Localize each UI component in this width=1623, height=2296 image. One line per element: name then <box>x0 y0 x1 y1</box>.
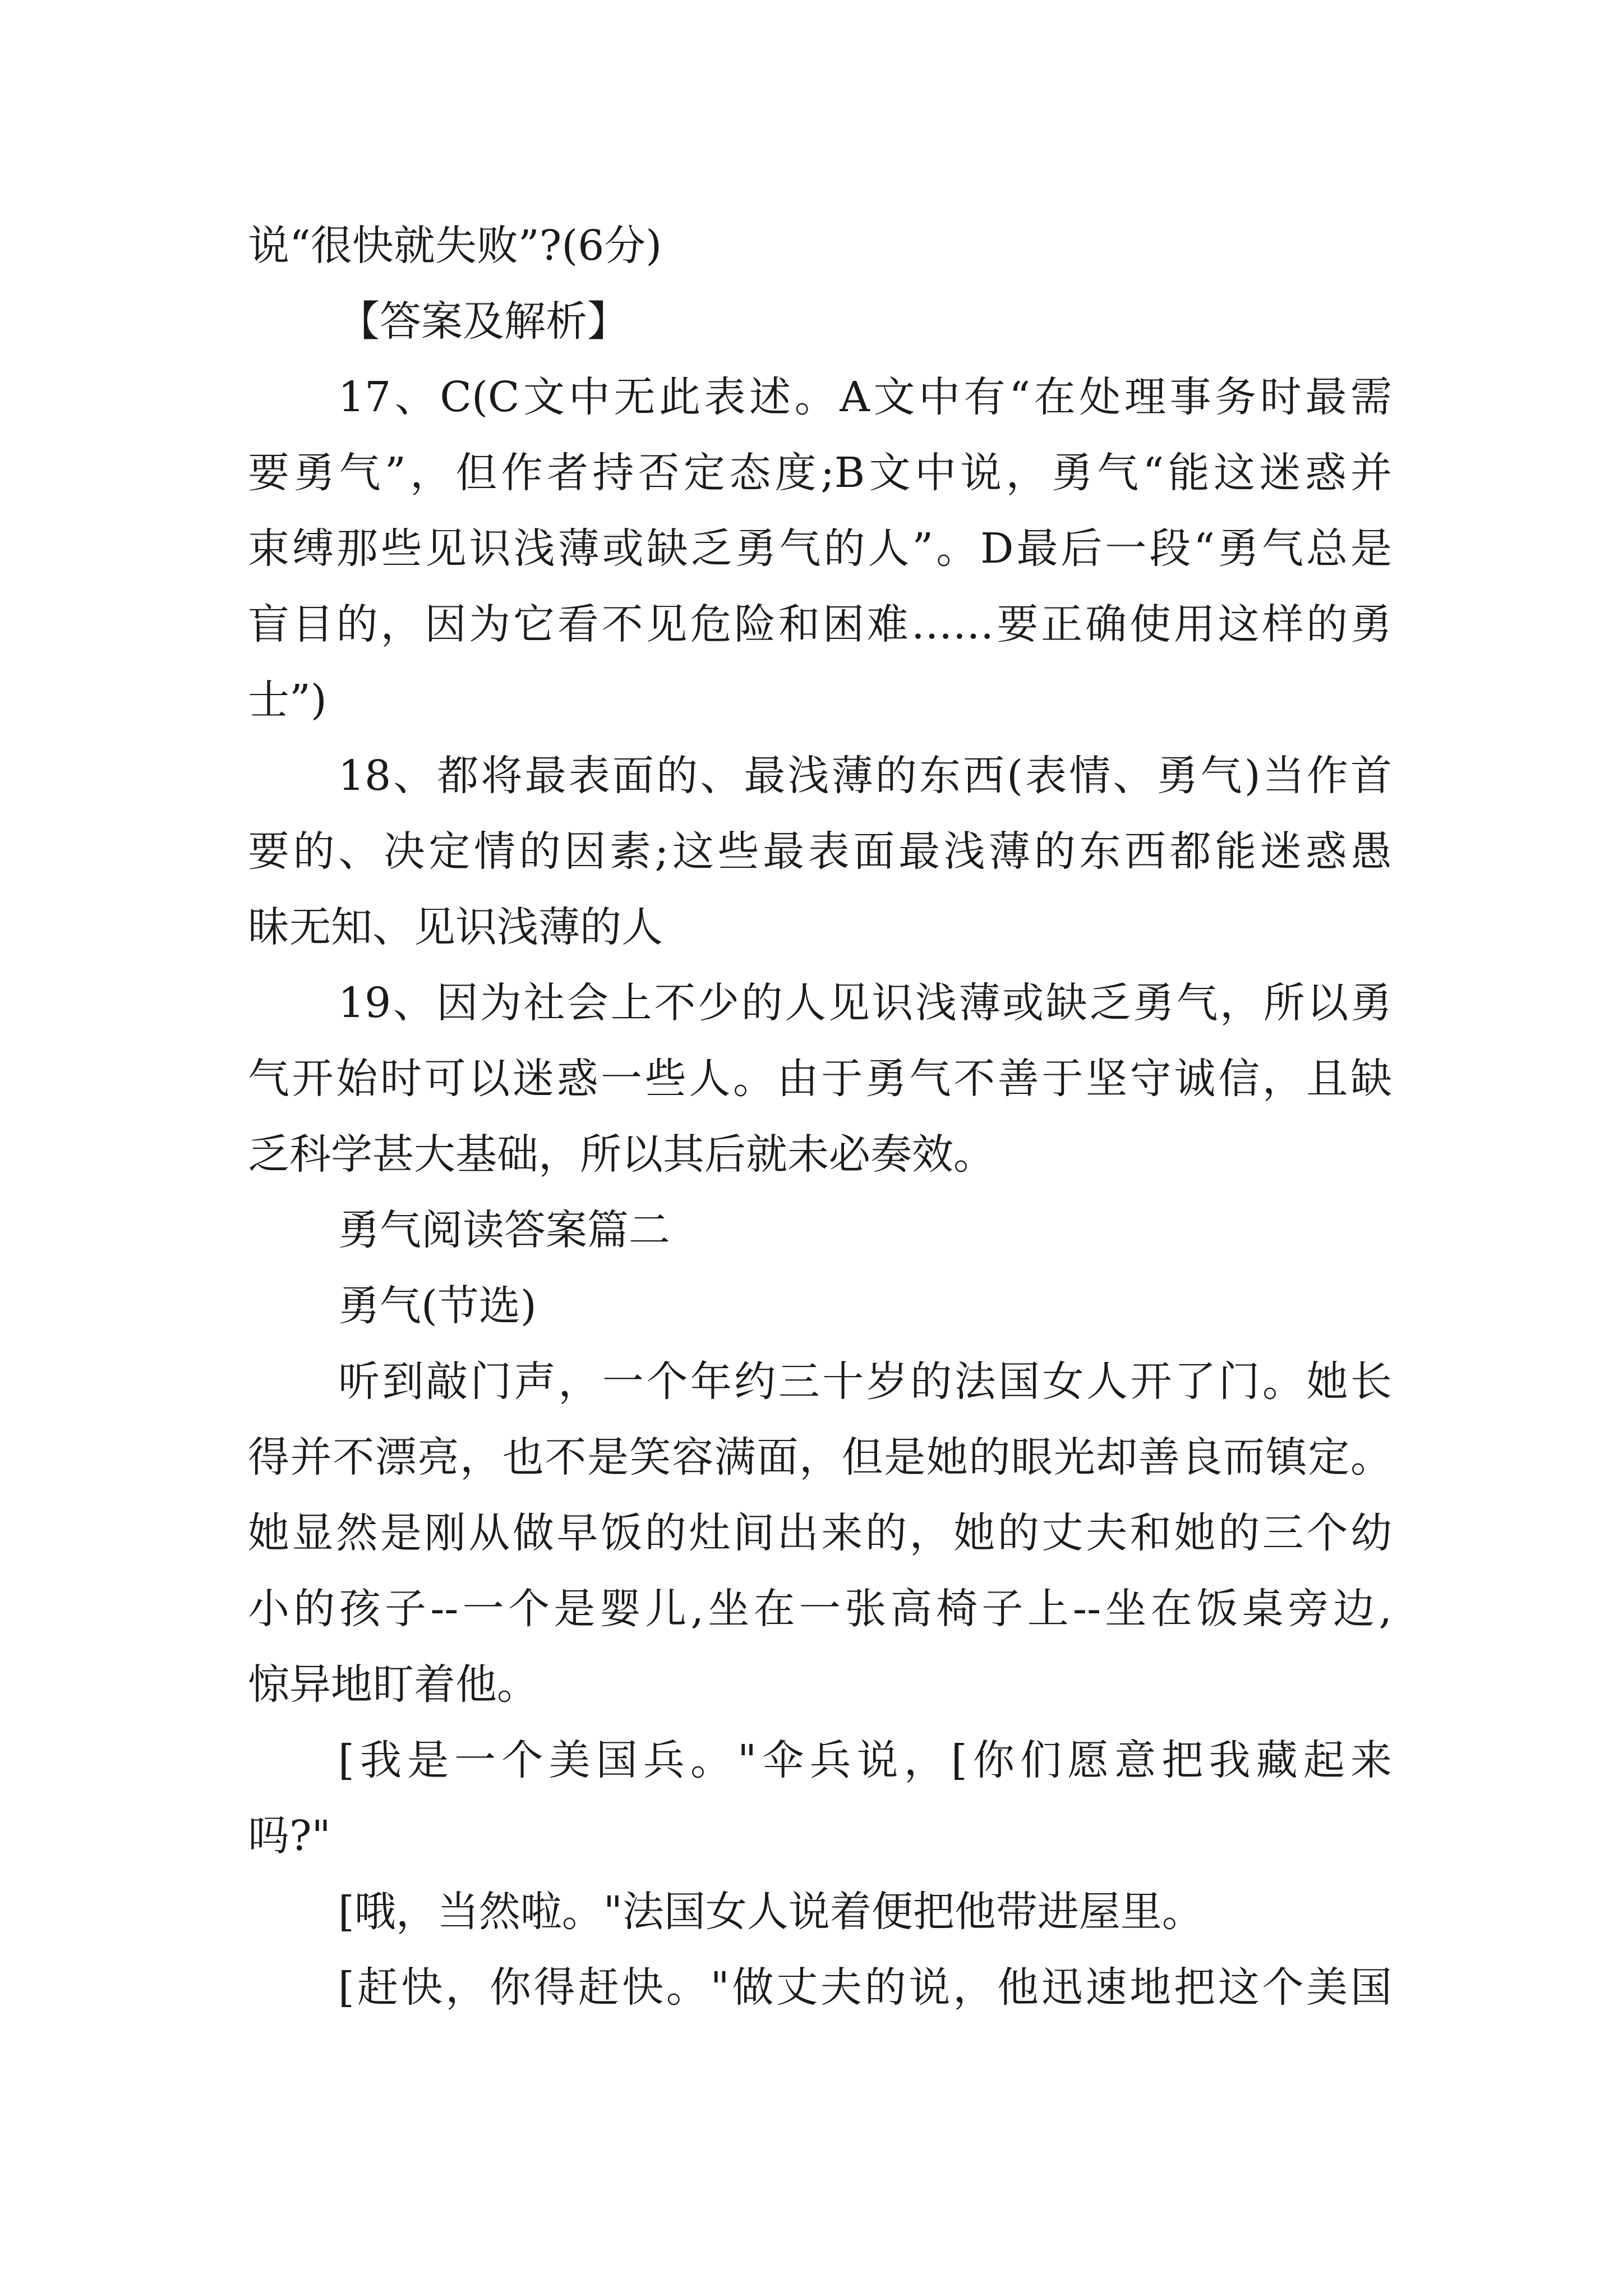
story-para-1-line-4: 小的孩子--一个是婴儿,坐在一张高椅子上--坐在饭桌旁边, <box>248 1585 1392 1633</box>
answer-17-line-3: 束缚那些见识浅薄或缺乏勇气的人”。D最后一段“勇气总是 <box>248 524 1392 573</box>
answer-19-line-2: 气开始时可以迷惑一些人。由于勇气不善于坚守诚信，且缺 <box>248 1055 1392 1103</box>
answer-17-line-4: 盲目的，因为它看不见危险和困难……要正确使用这样的勇 <box>248 600 1392 648</box>
answer-17-line-5: 士”) <box>248 676 327 724</box>
story-para-1-line-3: 她显然是刚从做早饭的灶间出来的，她的丈夫和她的三个幼 <box>248 1509 1392 1557</box>
answer-17-line-1: 17、C(C文中无此表述。A文中有“在处理事务时最需 <box>338 373 1392 421</box>
story-para-1-line-2: 得并不漂亮，也不是笑容满面，但是她的眼光却善良而镇定。 <box>248 1433 1392 1481</box>
answer-19-line-3: 乏科学甚大基础，所以其后就未必奏效。 <box>248 1130 995 1179</box>
answer-18-line-2: 要的、决定情的因素;这些最表面最浅薄的东西都能迷惑愚 <box>248 827 1392 876</box>
answer-heading: 【答案及解析】 <box>338 297 629 346</box>
answer-18-line-3: 昧无知、见识浅薄的人 <box>248 903 663 951</box>
story-para-1-line-1: 听到敲门声，一个年约三十岁的法国女人开了门。她长 <box>338 1358 1392 1406</box>
article-title: 勇气(节选) <box>338 1282 537 1330</box>
story-para-2-line-1: [我是一个美国兵。"伞兵说，[你们愿意把我藏起来 <box>338 1736 1392 1784</box>
story-para-3: [哦，当然啦。"法国女人说着便把他带进屋里。 <box>338 1888 1204 1936</box>
answer-17-line-2: 要勇气”，但作者持否定态度;B文中说，勇气“能这迷惑并 <box>248 449 1392 497</box>
answer-18-line-1: 18、都将最表面的、最浅薄的东西(表情、勇气)当作首 <box>338 752 1392 800</box>
section-title: 勇气阅读答案篇二 <box>338 1206 670 1254</box>
story-para-2-line-2: 吗?" <box>248 1812 331 1860</box>
story-para-1-line-5: 惊异地盯着他。 <box>248 1660 538 1709</box>
answer-19-line-1: 19、因为社会上不少的人见识浅薄或缺乏勇气，所以勇 <box>338 979 1392 1027</box>
story-para-4-line-1: [赶快，你得赶快。"做丈夫的说，他迅速地把这个美国 <box>338 1963 1392 2012</box>
text-line-1: 说“很快就失败”?(6分) <box>248 222 662 270</box>
